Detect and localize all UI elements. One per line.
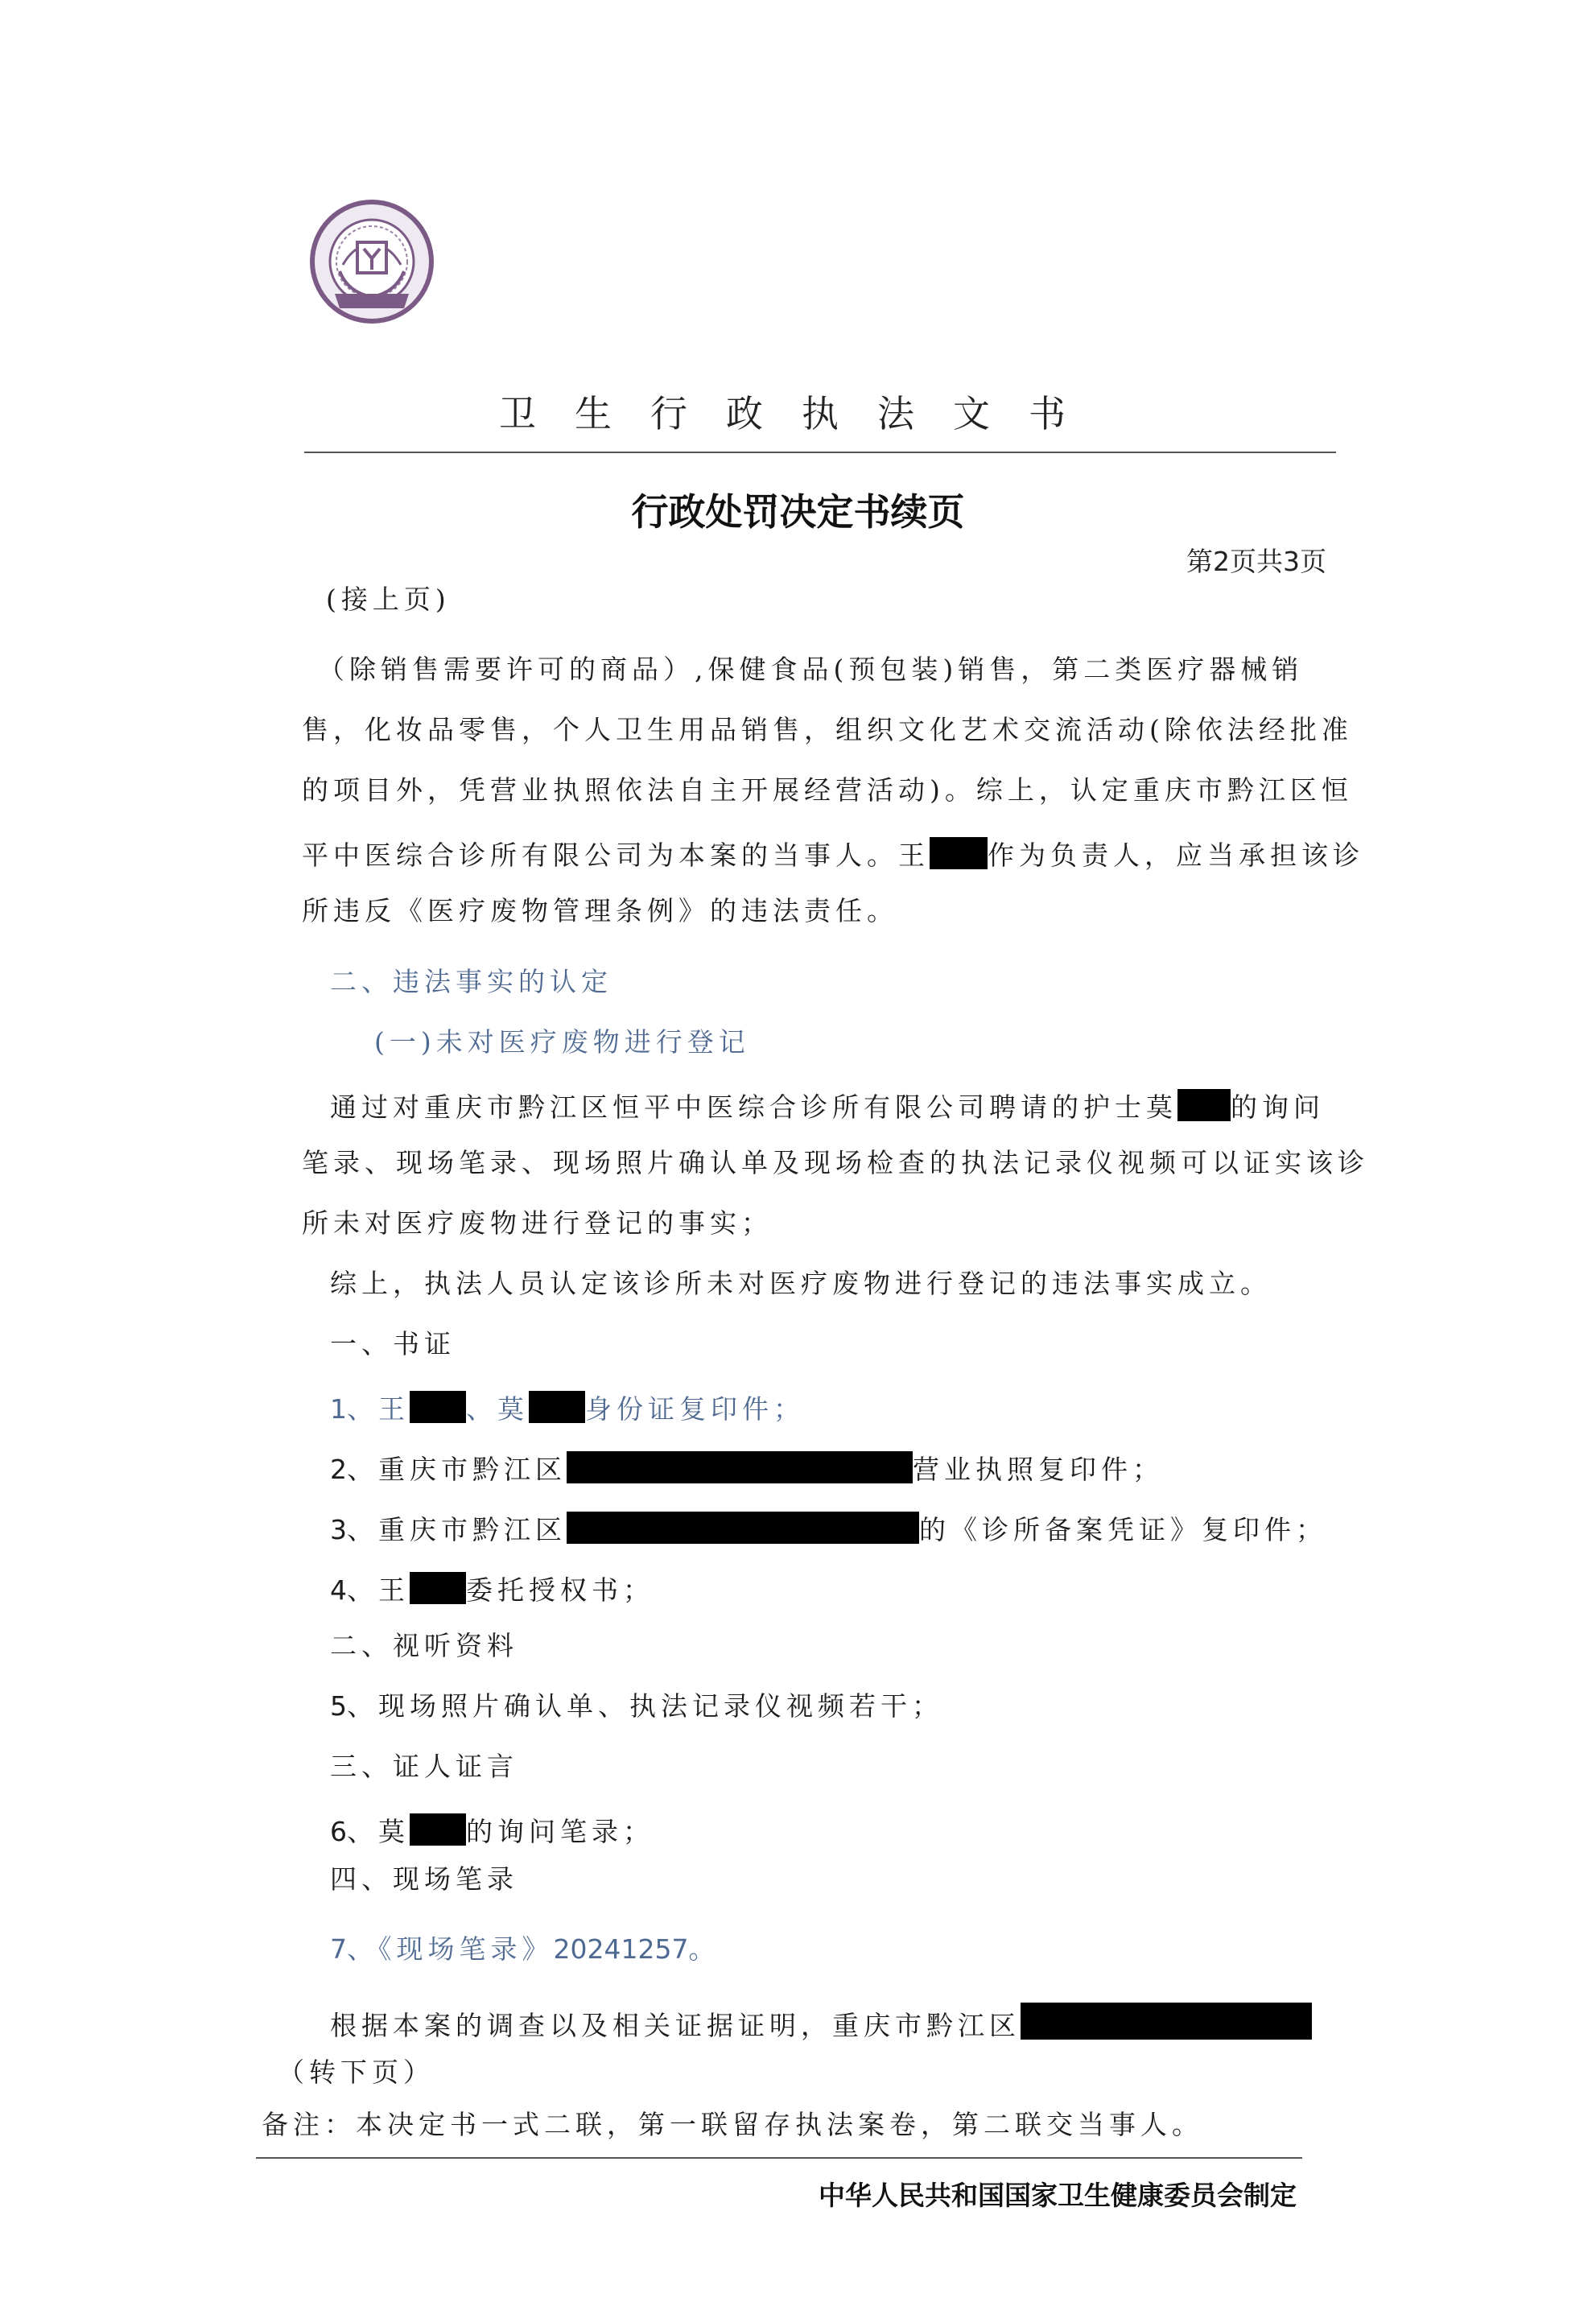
item-text: 、莫 (347, 1816, 410, 1847)
header-divider (304, 452, 1336, 453)
item-text: 身份证复印件； (585, 1393, 805, 1425)
continued-from-note: (接上页) (326, 584, 451, 615)
redaction-block (1177, 1089, 1231, 1121)
section-heading: 二、违法事实的认定 (330, 966, 612, 997)
evidence-heading: 二、视听资料 (330, 1630, 518, 1661)
document-type-header: 卫生行政执法文书 (499, 392, 1104, 435)
redaction-block (930, 837, 988, 869)
paragraph-line (330, 2003, 1312, 2040)
item-number: 1 (330, 1393, 347, 1425)
item-text: 、重庆市黔江区 (347, 1514, 567, 1545)
item-text: 、《现场笔录》 (347, 1933, 554, 1965)
paragraph-line: 综上，执法人员认定该诊所未对医疗废物进行登记的违法事实成立。 (330, 1268, 1272, 1299)
paragraph-text: 平中医综合诊所有限公司为本案的当事人。王 (302, 840, 930, 871)
paragraph-line: 的项目外，凭营业执照依法自主开展经营活动)。综上，认定重庆市黔江区恒 (302, 774, 1353, 806)
evidence-heading: 三、证人证言 (330, 1751, 518, 1782)
item-text: 、重庆市黔江区 (347, 1454, 567, 1485)
redaction-block (567, 1512, 919, 1544)
redaction-block (410, 1572, 466, 1604)
item-number: 3 (330, 1514, 347, 1545)
redaction-block (410, 1391, 466, 1423)
issuing-authority: 中华人民共和国国家卫生健康委员会制定 (819, 2180, 1297, 2211)
item-text: 的《诊所备案凭证》复印件； (919, 1514, 1327, 1545)
paragraph-line: 笔录、现场笔录、现场照片确认单及现场检查的执法记录仪视频可以证实该诊 (302, 1147, 1369, 1178)
paragraph-line: 售，化妆品零售，个人卫生用品销售，组织文化艺术交流活动(除依法经批准 (302, 714, 1353, 745)
page-indicator: 第2页共3页 (1186, 546, 1326, 577)
item-text: 的询问笔录； (466, 1816, 654, 1847)
item-text: 、王 (347, 1393, 410, 1425)
item-number: 5 (330, 1690, 347, 1722)
item-text: 。 (688, 1933, 720, 1965)
item-number: 4 (330, 1574, 347, 1606)
evidence-item (330, 1813, 654, 1846)
evidence-heading: 一、书证 (330, 1328, 456, 1359)
paragraph-text: 作为负责人，应当承担该诊 (988, 840, 1364, 871)
paragraph-line: 所未对医疗废物进行登记的事实； (302, 1207, 773, 1239)
subsection-heading: (一)未对医疗废物进行登记 (374, 1026, 750, 1058)
record-number: 20241257 (553, 1933, 689, 1965)
item-text: 、王 (347, 1574, 410, 1606)
item-text: 营业执照复印件； (913, 1454, 1164, 1485)
evidence-heading: 四、现场笔录 (330, 1863, 518, 1895)
evidence-item (330, 1933, 720, 1965)
evidence-item (330, 1572, 654, 1604)
redaction-block (529, 1391, 585, 1423)
evidence-item (330, 1512, 1327, 1544)
item-number: 2 (330, 1454, 347, 1485)
redaction-block (1021, 2003, 1312, 2040)
evidence-item (330, 1690, 943, 1722)
evidence-item (330, 1451, 1164, 1483)
document-title: 行政处罚决定书续页 (631, 490, 965, 534)
paragraph-text: 通过对重庆市黔江区恒平中医综合诊所有限公司聘请的护士莫 (330, 1091, 1177, 1123)
item-text: 、莫 (466, 1393, 529, 1425)
paragraph-text: 根据本案的调查以及相关证据证明，重庆市黔江区 (330, 2010, 1021, 2041)
paragraph-line (330, 1089, 1325, 1121)
item-text: 、现场照片确认单、执法记录仪视频若干； (347, 1690, 943, 1722)
item-number: 7 (330, 1933, 347, 1965)
paragraph-line: 所违反《医疗废物管理条例》的违法责任。 (302, 895, 898, 926)
continued-to-note: （转下页） (278, 2057, 435, 2088)
health-inspection-seal-logo (307, 197, 436, 326)
paragraph-text: 的询问 (1231, 1091, 1325, 1123)
paragraph-line (302, 837, 1364, 869)
redaction-block (410, 1813, 466, 1846)
item-text: 委托授权书； (466, 1574, 654, 1606)
paragraph-line: （除销售需要许可的商品）,保健食品(预包装)销售，第二类医疗器械销 (318, 654, 1304, 685)
evidence-item (330, 1391, 805, 1423)
redaction-block (567, 1451, 913, 1483)
footer-divider (256, 2157, 1302, 2159)
remarks-note: 备注：本决定书一式二联，第一联留存执法案卷，第二联交当事人。 (262, 2109, 1203, 2140)
item-number: 6 (330, 1816, 347, 1847)
